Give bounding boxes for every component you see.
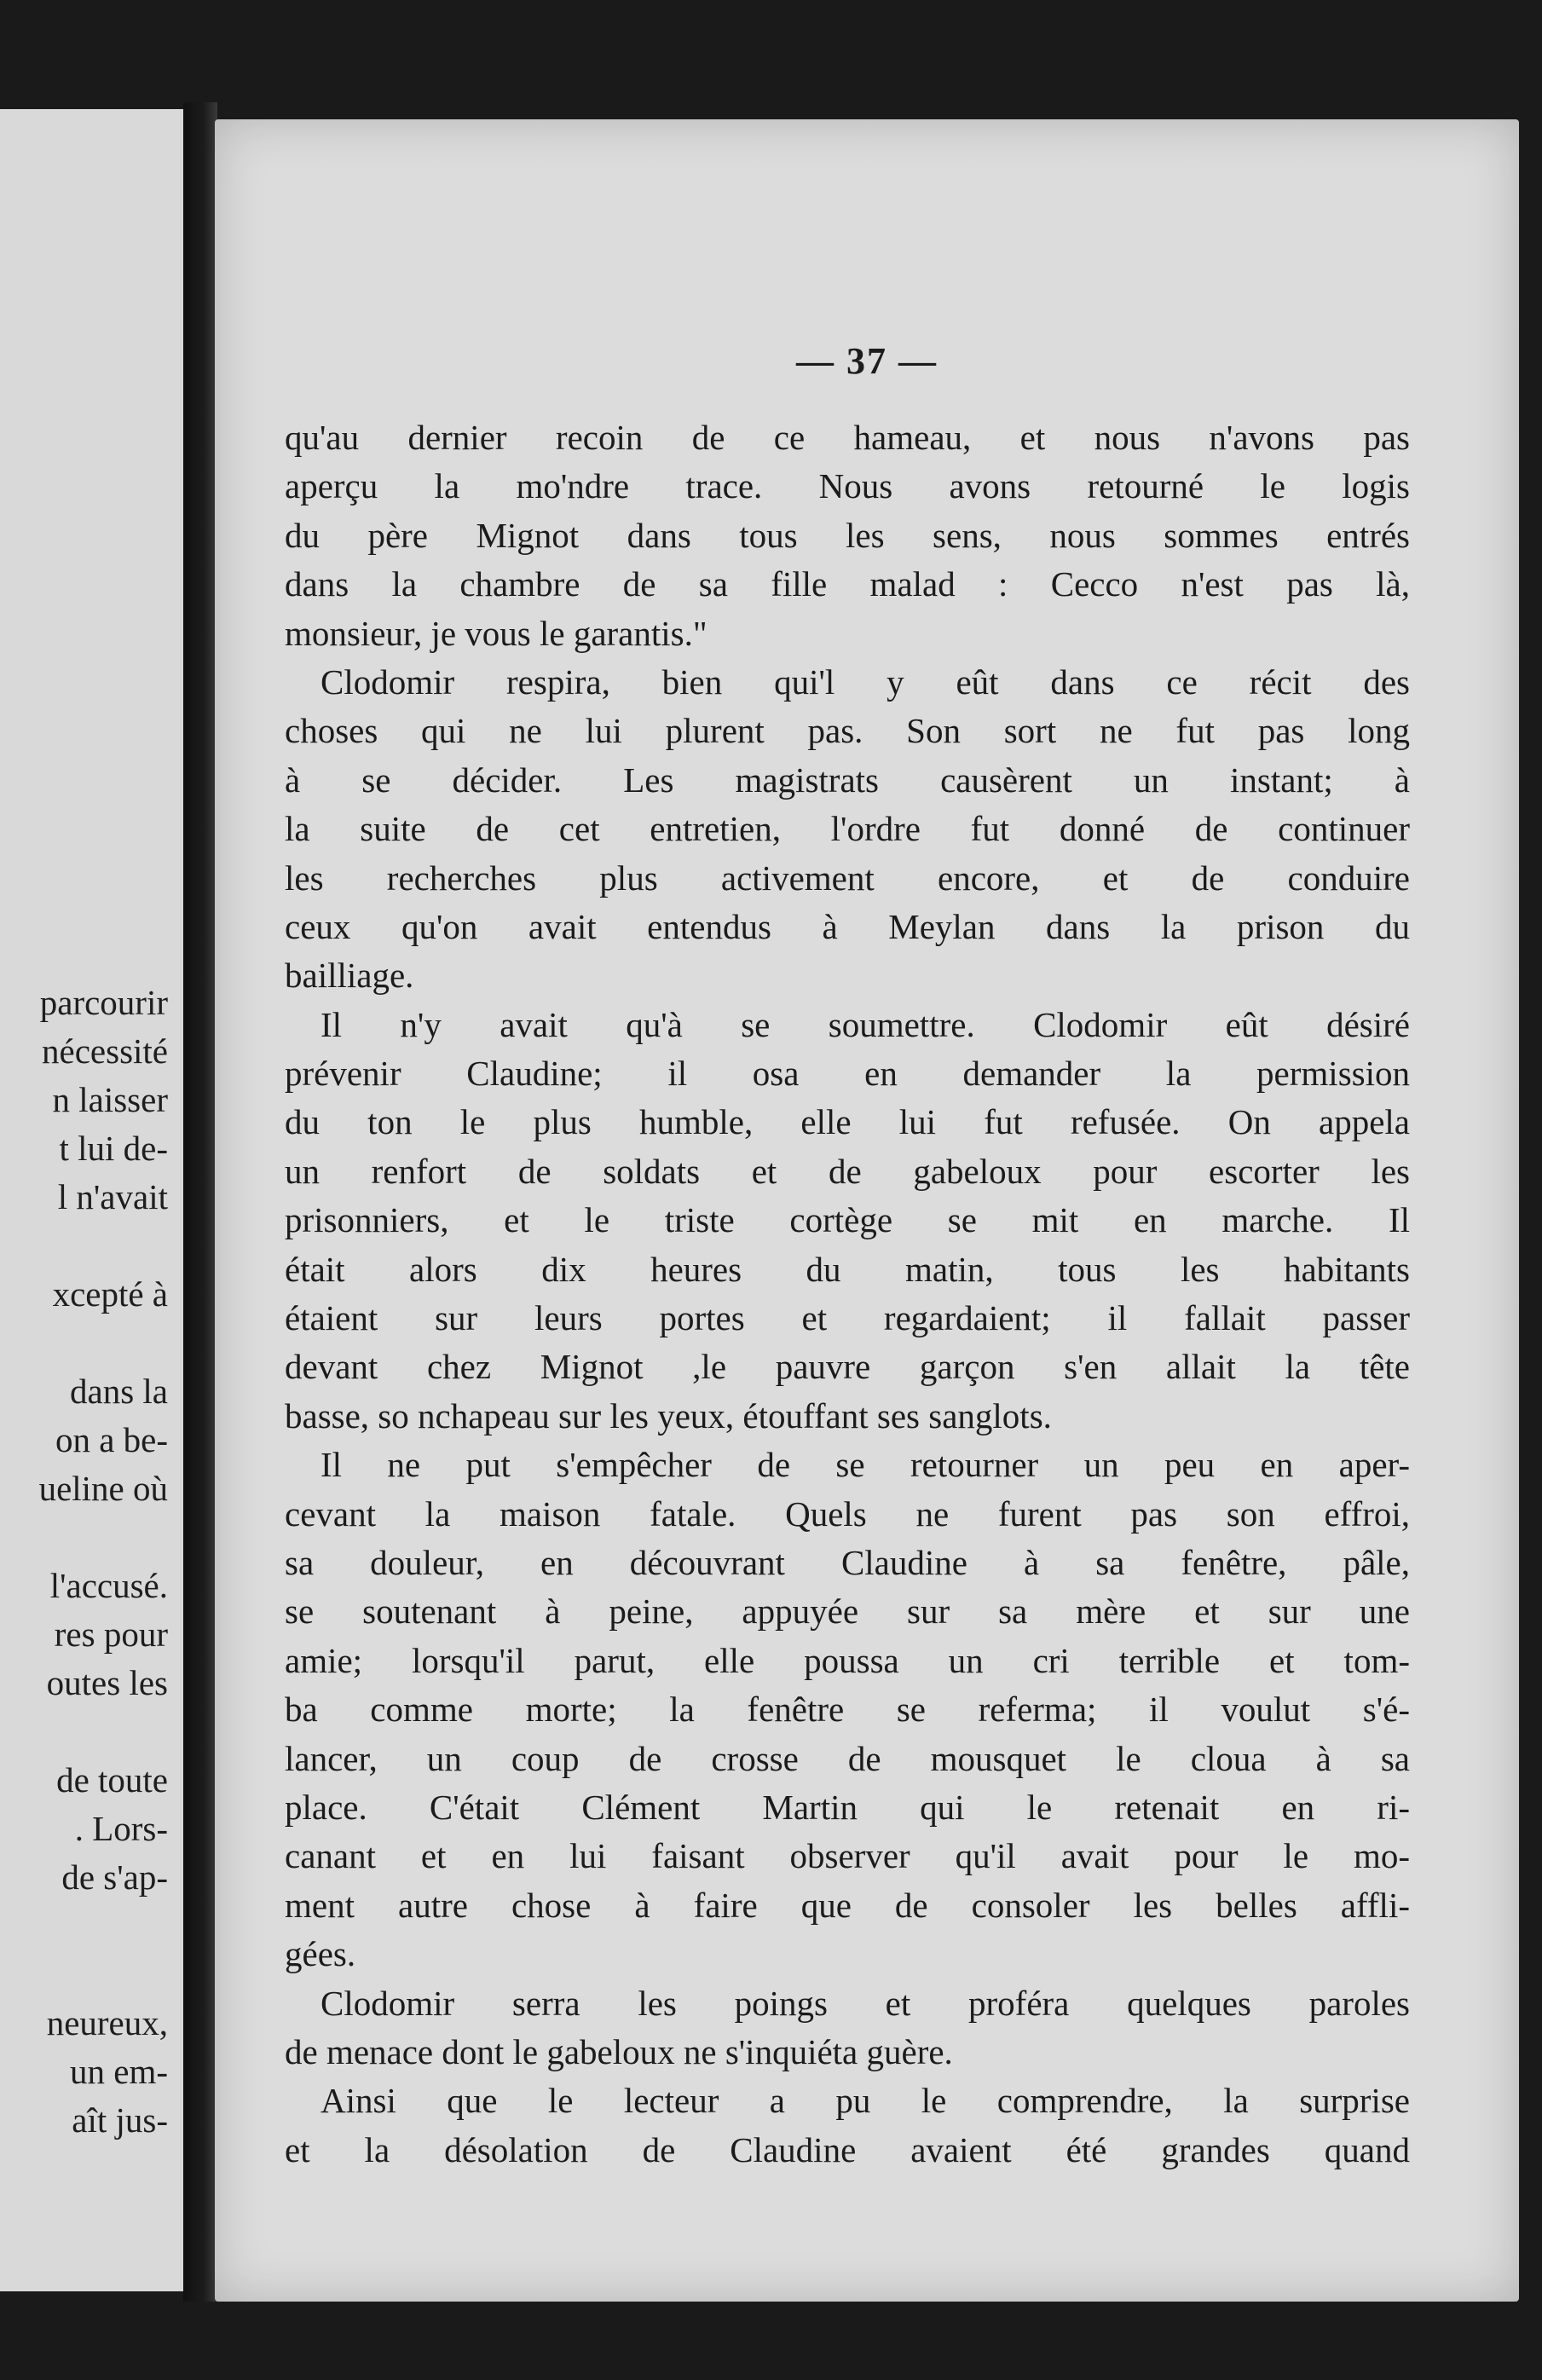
text-line: devant chez Mignot ,le pauvre garçon s'en allait la tête [285, 1347, 1410, 1387]
text-line: se soutenant à peine, appuyée sur sa mère et sur une [285, 1591, 1410, 1632]
text-line: place. C'était Clément Martin qui le retenait en ri- [285, 1787, 1410, 1827]
previous-page-fragment [0, 109, 183, 2291]
book-binding-gutter [183, 102, 217, 2302]
book-page [215, 119, 1519, 2302]
text-line: était alors dix heures du matin, tous les habitants [285, 1249, 1410, 1289]
text-line: amie; lorsqu'il parut, elle poussa un cri terrible et tom- [285, 1640, 1410, 1680]
previous-page-line [0, 1513, 183, 1562]
text-line: Il n'y avait qu'à se soumettre. Clodomir eût désiré [321, 1004, 1410, 1044]
text-line: aperçu la mo'ndre trace. Nous avons retourné le logis [285, 466, 1410, 506]
text-line: ment autre chose à faire que de consoler les belles affli- [285, 1885, 1410, 1925]
previous-page-line: nécessité [42, 1031, 168, 1071]
page-number: — 37 — [796, 340, 938, 382]
previous-page-line [0, 1319, 183, 1367]
text-line: Clodomir serra les poings et proféra quelques paroles [321, 1983, 1410, 2023]
text-line: prévenir Claudine; il osa en demander la permission [285, 1054, 1410, 1094]
previous-page-line: on a be- [55, 1420, 168, 1459]
text-line: ceux qu'on avait entendus à Meylan dans la prison du [285, 906, 1410, 946]
previous-page-line: . Lors- [74, 1809, 168, 1848]
previous-page-line: l n'avait [57, 1177, 168, 1216]
text-line: de menace dont le gabeloux ne s'inquiéta guère. [285, 2031, 953, 2071]
text-line: du père Mignot dans tous les sens, nous sommes entrés [285, 515, 1410, 555]
previous-page-line: t lui de- [59, 1129, 168, 1168]
previous-page-line: de toute [56, 1760, 168, 1799]
previous-page-line [0, 1950, 183, 1999]
previous-page-line: n laisser [52, 1080, 168, 1119]
previous-page-line: l'accusé. [49, 1566, 168, 1605]
previous-page-text [0, 979, 183, 2145]
text-line: Clodomir respira, bien qui'l y eût dans ce récit des [321, 661, 1410, 702]
text-line: gées. [285, 1934, 356, 1974]
text-line: canant et en lui faisant observer qu'il avait pour le mo- [285, 1836, 1410, 1876]
previous-page-line: un em- [70, 2052, 168, 2091]
text-line: choses qui ne lui plurent pas. Son sort ne fut pas long [285, 711, 1410, 751]
previous-page-line [0, 1707, 183, 1756]
text-line: étaient sur leurs portes et regardaient; il fallait passer [285, 1298, 1410, 1338]
text-line: cevant la maison fatale. Quels ne furent pas son effroi, [285, 1493, 1410, 1534]
text-line: dans la chambre de sa fille malad : Cecco n'est pas là, [285, 564, 1410, 604]
previous-page-line: ueline où [38, 1469, 168, 1508]
previous-page-line: xcepté à [52, 1274, 168, 1314]
text-line: et la désolation de Claudine avaient été grandes quand [285, 2129, 1410, 2169]
previous-page-line: outes les [46, 1663, 168, 1702]
text-line: basse, so nchapeau sur les yeux, étouffant ses sanglots. [285, 1395, 1052, 1436]
text-line: du ton le plus humble, elle lui fut refusée. On appela [285, 1102, 1410, 1142]
previous-page-line: dans la [70, 1372, 168, 1411]
text-line: prisonniers, et le triste cortège se mit en marche. Il [285, 1200, 1410, 1240]
text-line: bailliage. [285, 956, 414, 996]
previous-page-line [0, 1902, 183, 1950]
previous-page-line: de s'ap- [61, 1857, 168, 1897]
text-line: qu'au dernier recoin de ce hameau, et nous n'avons pas [285, 418, 1410, 457]
page-body-text [285, 413, 1410, 2175]
previous-page-line: neureux, [46, 2003, 168, 2042]
text-line: les recherches plus activement encore, et de conduire [285, 858, 1410, 898]
text-line: un renfort de soldats et de gabeloux pour escorter les [285, 1151, 1410, 1191]
previous-page-line: res pour [54, 1615, 168, 1654]
text-line: monsieur, je vous le garantis." [285, 613, 707, 653]
text-line: Ainsi que le lecteur a pu le comprendre, la surprise [321, 2081, 1410, 2121]
previous-page-line [0, 1222, 183, 1270]
text-line: ba comme morte; la fenêtre se referma; il voulut s'é- [285, 1690, 1410, 1730]
text-line: lancer, un coup de crosse de mousquet le cloua à sa [285, 1738, 1410, 1778]
text-line: la suite de cet entretien, l'ordre fut donné de continuer [285, 809, 1410, 849]
previous-page-line: aît jus- [72, 2100, 168, 2140]
text-line: Il ne put s'empêcher de se retourner un peu en aper- [321, 1445, 1410, 1485]
text-line: à se décider. Les magistrats causèrent un instant; à [285, 760, 1410, 800]
previous-page-line: parcourir [39, 983, 168, 1022]
text-line: sa douleur, en découvrant Claudine à sa fenêtre, pâle, [285, 1542, 1410, 1582]
